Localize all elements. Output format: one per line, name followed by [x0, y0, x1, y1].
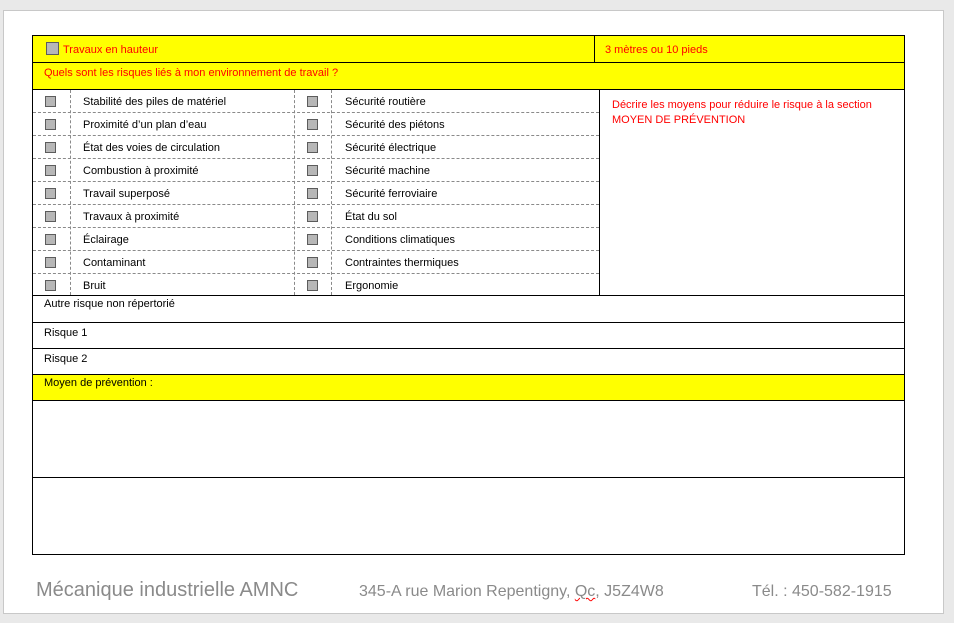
risk-label: Sécurité ferroviaire	[345, 188, 438, 200]
checkbox-thermiques[interactable]	[307, 257, 318, 268]
checkbox-pietons[interactable]	[307, 119, 318, 130]
risk-label: Contaminant	[83, 257, 146, 269]
risk-label: Combustion à proximité	[83, 165, 199, 177]
grid-separator	[70, 90, 71, 295]
risk-label: Proximité d’un plan d’eau	[83, 119, 207, 131]
grid-separator	[33, 135, 599, 136]
checkbox-ferroviaire[interactable]	[307, 188, 318, 199]
risk-label: Sécurité des piétons	[345, 119, 445, 131]
prevention-note	[612, 98, 902, 128]
checkbox-sol[interactable]	[307, 211, 318, 222]
risk-label: État du sol	[345, 211, 397, 223]
risk-label: Ergonomie	[345, 280, 399, 292]
grid-separator	[33, 112, 599, 113]
autre-risque-label: Autre risque non répertorié	[44, 298, 175, 310]
checkbox-stabilite[interactable]	[45, 96, 56, 107]
risk-label: Contraintes thermiques	[345, 257, 459, 269]
grid-right-border	[599, 90, 600, 295]
risk-question: Quels sont les risques liés à mon environnement de travail ?	[44, 67, 339, 79]
grid-separator	[33, 158, 599, 159]
document-page	[3, 10, 944, 614]
risk-label: Sécurité machine	[345, 165, 430, 177]
risque-1-label: Risque 1	[44, 327, 88, 339]
risk-label: Travaux à proximité	[83, 211, 180, 223]
risk-label: Sécurité électrique	[345, 142, 437, 154]
checkbox-contaminant[interactable]	[45, 257, 56, 268]
row-travaux-hauteur	[33, 36, 904, 63]
address-qc: Qc	[574, 583, 596, 600]
row-risque-1[interactable]	[33, 323, 904, 349]
address-part: , J5Z4W8	[595, 583, 664, 600]
grid-separator	[331, 90, 332, 295]
risk-checklist	[33, 90, 599, 295]
risk-form	[32, 35, 905, 555]
moyen-prevention-label: Moyen de prévention :	[44, 377, 153, 389]
row-question	[33, 63, 904, 90]
checkbox-electrique[interactable]	[307, 142, 318, 153]
checkbox-machine[interactable]	[307, 165, 318, 176]
checkbox-travaux-proximite[interactable]	[45, 211, 56, 222]
row-risque-2[interactable]	[33, 349, 904, 375]
footer-phone: Tél. : 450-582-1915	[752, 583, 892, 600]
travaux-hauteur-value: 3 mètres ou 10 pieds	[605, 44, 708, 56]
risk-label: Éclairage	[83, 234, 129, 246]
risk-label: État des voies de circulation	[83, 142, 220, 154]
grid-separator	[33, 181, 599, 182]
checkbox-voies[interactable]	[45, 142, 56, 153]
note-line-1: Décrire les moyens pour réduire le risque à la section	[612, 99, 872, 111]
checkbox-combustion[interactable]	[45, 165, 56, 176]
footer-address	[359, 583, 664, 601]
grid-separator	[294, 90, 295, 295]
checkbox-bruit[interactable]	[45, 280, 56, 291]
note-line-2: MOYEN DE PRÉVENTION	[612, 114, 746, 126]
travaux-hauteur-label: Travaux en hauteur	[63, 44, 158, 56]
risk-label: Bruit	[83, 280, 106, 292]
grid-separator	[33, 204, 599, 205]
checkbox-ergonomie[interactable]	[307, 280, 318, 291]
footer-company: Mécanique industrielle AMNC	[36, 579, 299, 601]
grid-separator	[33, 273, 599, 274]
checkbox-climatiques[interactable]	[307, 234, 318, 245]
row-moyen-prevention	[33, 375, 904, 401]
risque-2-label: Risque 2	[44, 353, 88, 365]
grid-separator	[33, 250, 599, 251]
checkbox-routiere[interactable]	[307, 96, 318, 107]
checkbox-plan-eau[interactable]	[45, 119, 56, 130]
checkbox-travaux-hauteur[interactable]	[46, 42, 59, 55]
checkbox-superpose[interactable]	[45, 188, 56, 199]
risk-label: Stabilité des piles de matériel	[83, 96, 227, 108]
risk-label: Travail superposé	[83, 188, 171, 200]
address-part: 345-A rue Marion Repentigny,	[359, 583, 575, 600]
checkbox-eclairage[interactable]	[45, 234, 56, 245]
row-autre-risque[interactable]	[33, 295, 904, 323]
grid-separator	[33, 227, 599, 228]
risk-label: Sécurité routière	[345, 96, 426, 108]
risk-label: Conditions climatiques	[345, 234, 456, 246]
prevention-field-1[interactable]	[33, 401, 904, 478]
